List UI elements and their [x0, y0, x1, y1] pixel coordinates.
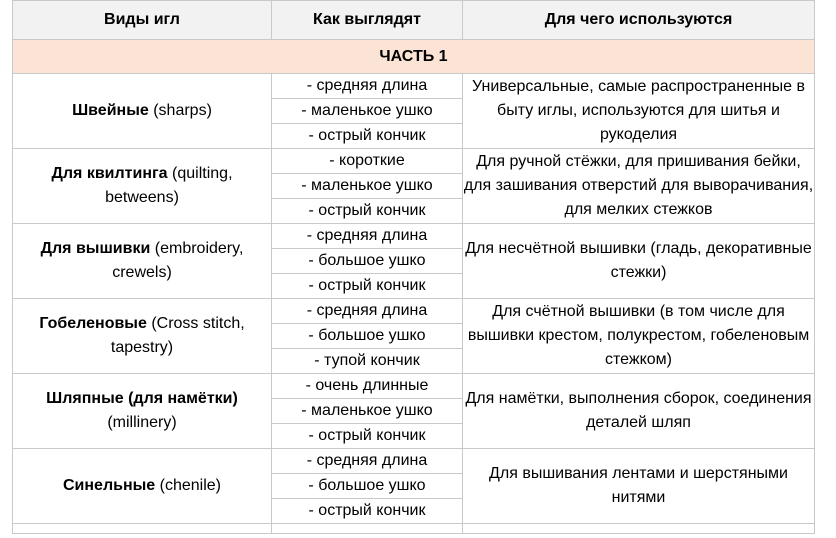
feature-cell: - острый кончик [272, 424, 463, 449]
usage-cell: Для счётной вышивки (в том числе для вышивки крестом, полукрестом, гобеленовым стежком) [463, 299, 815, 374]
table-row [13, 224, 815, 249]
usage-cell: Для вышивания лентами и шерстяными нитями [463, 449, 815, 524]
needle-type-cell [13, 149, 272, 224]
feature-cell: - большое ушко [272, 249, 463, 274]
table-row [13, 449, 815, 474]
feature-cell: - очень длинные [272, 374, 463, 399]
feature-cell: - средняя длина [272, 224, 463, 249]
usage-cell: Для несчётной вышивки (гладь, декоративные стежки) [463, 224, 815, 299]
empty-cell [13, 524, 272, 534]
table-row-cutoff [13, 524, 815, 534]
needle-type-name: Для квилтинга [51, 165, 168, 182]
feature-cell: - тупой кончик [272, 349, 463, 374]
needle-type-name: Синельные [63, 477, 156, 494]
feature-cell: - маленькое ушко [272, 174, 463, 199]
usage-cell: Для ручной стёжки, для пришивания бейки, для зашивания отверстий для выворачивания, для мелких стежков [463, 149, 815, 224]
table-row [13, 149, 815, 174]
empty-cell [272, 524, 463, 534]
needle-type-latin: (quilting, betweens) [105, 165, 233, 206]
section-row [13, 40, 815, 74]
header-appearance: Как выглядят [272, 1, 463, 40]
needle-type-cell [13, 374, 272, 449]
needle-type-name: Для вышивки [40, 240, 151, 257]
feature-cell: - острый кончик [272, 274, 463, 299]
feature-cell: - большое ушко [272, 474, 463, 499]
feature-cell: - короткие [272, 149, 463, 174]
table-row [13, 374, 815, 399]
feature-cell: - большое ушко [272, 324, 463, 349]
usage-cell: Универсальные, самые распространенные в быту иглы, используются для шитья и рукоделия [463, 74, 815, 149]
feature-cell: - острый кончик [272, 499, 463, 524]
feature-cell: - средняя длина [272, 449, 463, 474]
needle-type-latin: (Cross stitch, tapestry) [110, 315, 245, 356]
needle-types-table [12, 0, 815, 534]
needle-type-cell [13, 74, 272, 149]
feature-cell: - острый кончик [272, 124, 463, 149]
usage-cell: Для намётки, выполнения сборок, соединения деталей шляп [463, 374, 815, 449]
table-row [13, 299, 815, 324]
feature-cell: - острый кончик [272, 199, 463, 224]
feature-cell: - средняя длина [272, 74, 463, 99]
feature-cell: - средняя длина [272, 299, 463, 324]
feature-cell: - маленькое ушко [272, 399, 463, 424]
needle-type-latin: (millinery) [107, 414, 177, 431]
header-row [13, 1, 815, 40]
needle-type-cell [13, 224, 272, 299]
feature-cell: - маленькое ушко [272, 99, 463, 124]
section-label: ЧАСТЬ 1 [13, 40, 815, 74]
needle-type-name: Шляпные (для намётки) [46, 390, 238, 407]
needle-type-latin: (sharps) [153, 102, 212, 119]
header-usage: Для чего используются [463, 1, 815, 40]
header-types: Виды игл [13, 1, 272, 40]
empty-cell [463, 524, 815, 534]
needle-type-cell [13, 299, 272, 374]
needle-type-cell [13, 449, 272, 524]
needle-type-name: Швейные [72, 102, 149, 119]
needle-type-latin: (embroidery, crewels) [112, 240, 244, 281]
needle-type-name: Гобеленовые [39, 315, 147, 332]
needle-type-latin: (chenile) [159, 477, 221, 494]
table-row [13, 74, 815, 99]
